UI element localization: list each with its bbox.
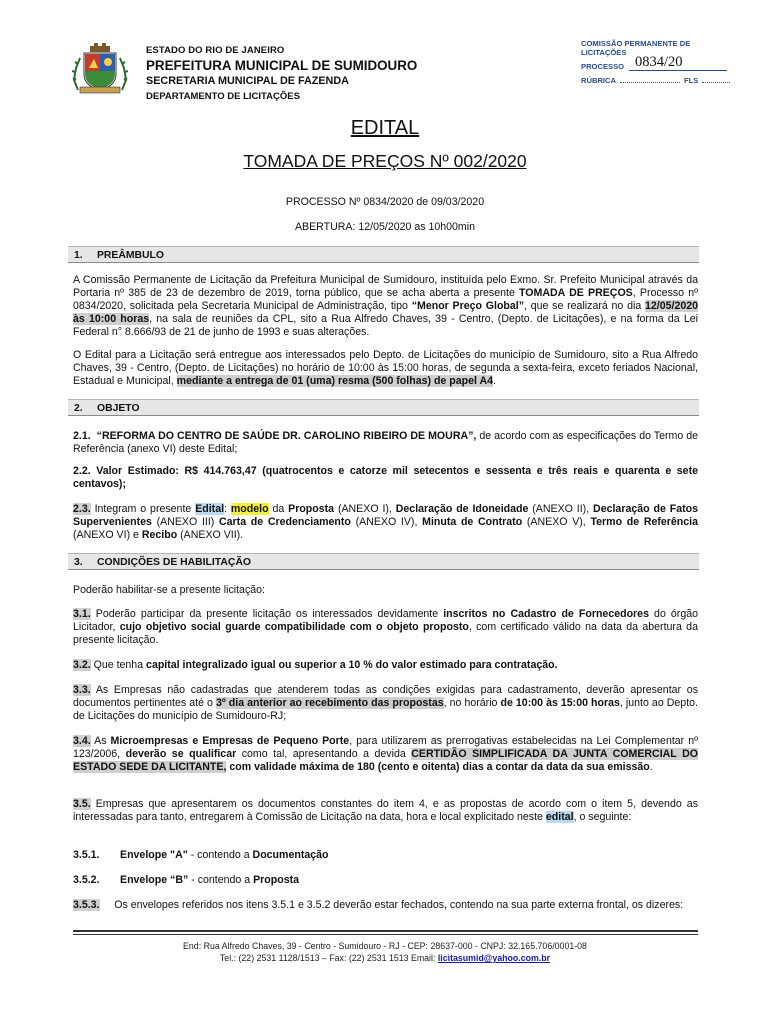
habilitacao-item-3-5-2: 3.5.2. Envelope “B” - contendo a Proposta [73, 874, 300, 886]
opening-info: ABERTURA: 12/05/2020 as 10h00min [294, 221, 475, 233]
section-heading-preambulo: 1. PREÂMBULO [68, 246, 699, 263]
process-underline [629, 70, 727, 71]
footer-contact: Tel.: (22) 2531 1128/1513 – Fax: (22) 2531 1513 Email: licitasumid@yahoo.com.br [219, 953, 551, 963]
process-info: PROCESSO Nº 0834/2020 de 09/03/2020 [285, 196, 485, 208]
rubrica-label: RÚBRICA [581, 76, 616, 85]
process-number: 0834/20 [635, 54, 683, 70]
preambulo-paragraph-2: O Edital para a Licitação será entregue aos interessados pelo Depto. de Licitações do município de Sumidouro, sito a Rua Alfredo Chaves, 39 - Centro, (Depto. de Licitações) no horário de 10:00 às 15:00 horas, de segunda a sexta-feira, exceto feriados Nacional, Estadual e Municipal, mediante a entrega de 01 (uma) resma (500 folhas) de papel A4. [73, 349, 698, 387]
process-label: PROCESSO [581, 62, 625, 71]
departamento-name: DEPARTAMENTO DE LICITAÇÕES [146, 91, 300, 102]
habilitacao-intro: Poderão habilitar-se a presente licitação: [73, 584, 265, 596]
preambulo-paragraph-1: A Comissão Permanente de Licitação da Prefeitura Municipal de Sumidouro, instituída pelo Exmo. Sr. Prefeito Municipal através da Portaria nº 385 de 23 de dezembro de 2019, torna público, que se acha aberta a presente TOMADA DE PREÇOS, Processo nº 0834/2020, solicitada pela Secretaria Municipal de Administração, tipo “Menor Preço Global”, que se realizará no dia 12/05/2020 às 10:00 horas, na sala de reuniões da CPL, sito a Rua Alfredo Chaves, 39 - Centro, (Depto. de Licitações), e na forma da Lei Federal n° 8.666/93 de 21 de junho de 1993 e suas alterações. [73, 274, 699, 338]
habilitacao-item-3-5-1: 3.5.1. Envelope "A" - contendo a Documentação [73, 849, 329, 861]
document-subtitle: TOMADA DE PREÇOS Nº 002/2020 [243, 151, 527, 171]
prefeitura-name: PREFEITURA MUNICIPAL DE SUMIDOURO [146, 58, 418, 73]
objeto-item-2-1: 2.1. “REFORMA DO CENTRO DE SAÚDE DR. CAROLINO RIBEIRO DE MOURA”, de acordo com as especificações do Termo de Referência (anexo VI) deste Edital; [73, 430, 699, 455]
municipal-crest-icon [72, 40, 128, 96]
objeto-item-2-3: 2.3. Integram o presente Edital: modelo da Proposta (ANEXO I), Declaração de Idoneidade (ANEXO II), Declaração de Fatos Supervenientes (ANEXO III) Carta de Credenciamento (ANEXO IV), Minuta de Contrato (ANEXO V), Termo de Referência (ANEXO VI) e Recibo (ANEXO VII). [73, 503, 698, 541]
fls-label: FLS [683, 76, 699, 85]
commission-title: COMISSÃO PERMANENTE DE LICITAÇÕES [581, 39, 691, 57]
habilitacao-item-3-4: 3.4. As Microempresas e Empresas de Pequeno Porte, para utilizarem as prerrogativas estabelecidas na Lei Complementar nº 123/2006, deverão se qualificar como tal, apresentando a devida CERTIDÃO SIMPLIFICADA DA JUNTA COMERCIAL DO ESTADO SEDE DA LICITANTE, com validade máxima de 180 (cento e oitenta) dias a contar da data da sua emissão. [73, 735, 699, 773]
footer-divider [73, 930, 698, 932]
section-heading-objeto: 2. OBJETO [68, 399, 699, 416]
secretaria-name: SECRETARIA MUNICIPAL DE FAZENDA [146, 75, 349, 87]
habilitacao-item-3-5-3: 3.5.3. Os envelopes referidos nos itens 3.5.1 e 3.5.2 deverão estar fechados, contendo na sua parte externa frontal, os dizeres: [73, 899, 684, 911]
state-name: ESTADO DO RIO DE JANEIRO [146, 45, 285, 56]
habilitacao-item-3-5: 3.5. Empresas que apresentarem os documentos constantes do item 4, e as propostas de acordo com o item 5, devendo as interessadas para tanto, entregarem à Comissão de Licitação na data, hora e local explicitado neste edital, o seguinte: [73, 798, 698, 823]
document-title: EDITAL [350, 117, 420, 139]
habilitacao-item-3-1: 3.1. Poderão participar da presente licitação os interessados devidamente inscritos no Cadastro de Fornecedores do órgão Licitador, cujo objetivo social guarde compatibilidade com o objeto proposto, com certificado válido na data da abertura da presente licitação. [73, 608, 699, 646]
habilitacao-item-3-2: 3.2. Que tenha capital integralizado igual ou superior a 10 % do valor estimado para contratação. [73, 659, 558, 671]
footer-address: End: Rua Alfredo Chaves, 39 - Centro - Sumidouro - RJ - CEP: 28637-000 - CNPJ: 32.165.706/0001-08 [183, 941, 587, 951]
footer-email-link[interactable]: licitasumid@yahoo.com.br [437, 953, 551, 963]
objeto-item-2-2: 2.2. Valor Estimado: R$ 414.763,47 (quatrocentos e catorze mil setecentos e sessenta e três reais e quarenta e sete centavos); [73, 465, 698, 490]
habilitacao-item-3-3: 3.3. As Empresas não cadastradas que atenderem todas as condições exigidas para cadastramento, deverão apresentar os documentos pertinentes até o 3º dia anterior ao recebimento das propostas, no horário de 10:00 às 15:00 horas, junto ao Depto. de Licitações do município de Sumidouro-RJ; [73, 684, 698, 722]
header-block [146, 44, 417, 103]
commission-stamp [581, 39, 731, 86]
footer-divider-thin [73, 934, 698, 935]
rubrica-field [620, 82, 680, 83]
fls-field [702, 82, 730, 83]
section-heading-habilitacao: 3. CONDIÇÕES DE HABILITAÇÃO [68, 553, 699, 570]
